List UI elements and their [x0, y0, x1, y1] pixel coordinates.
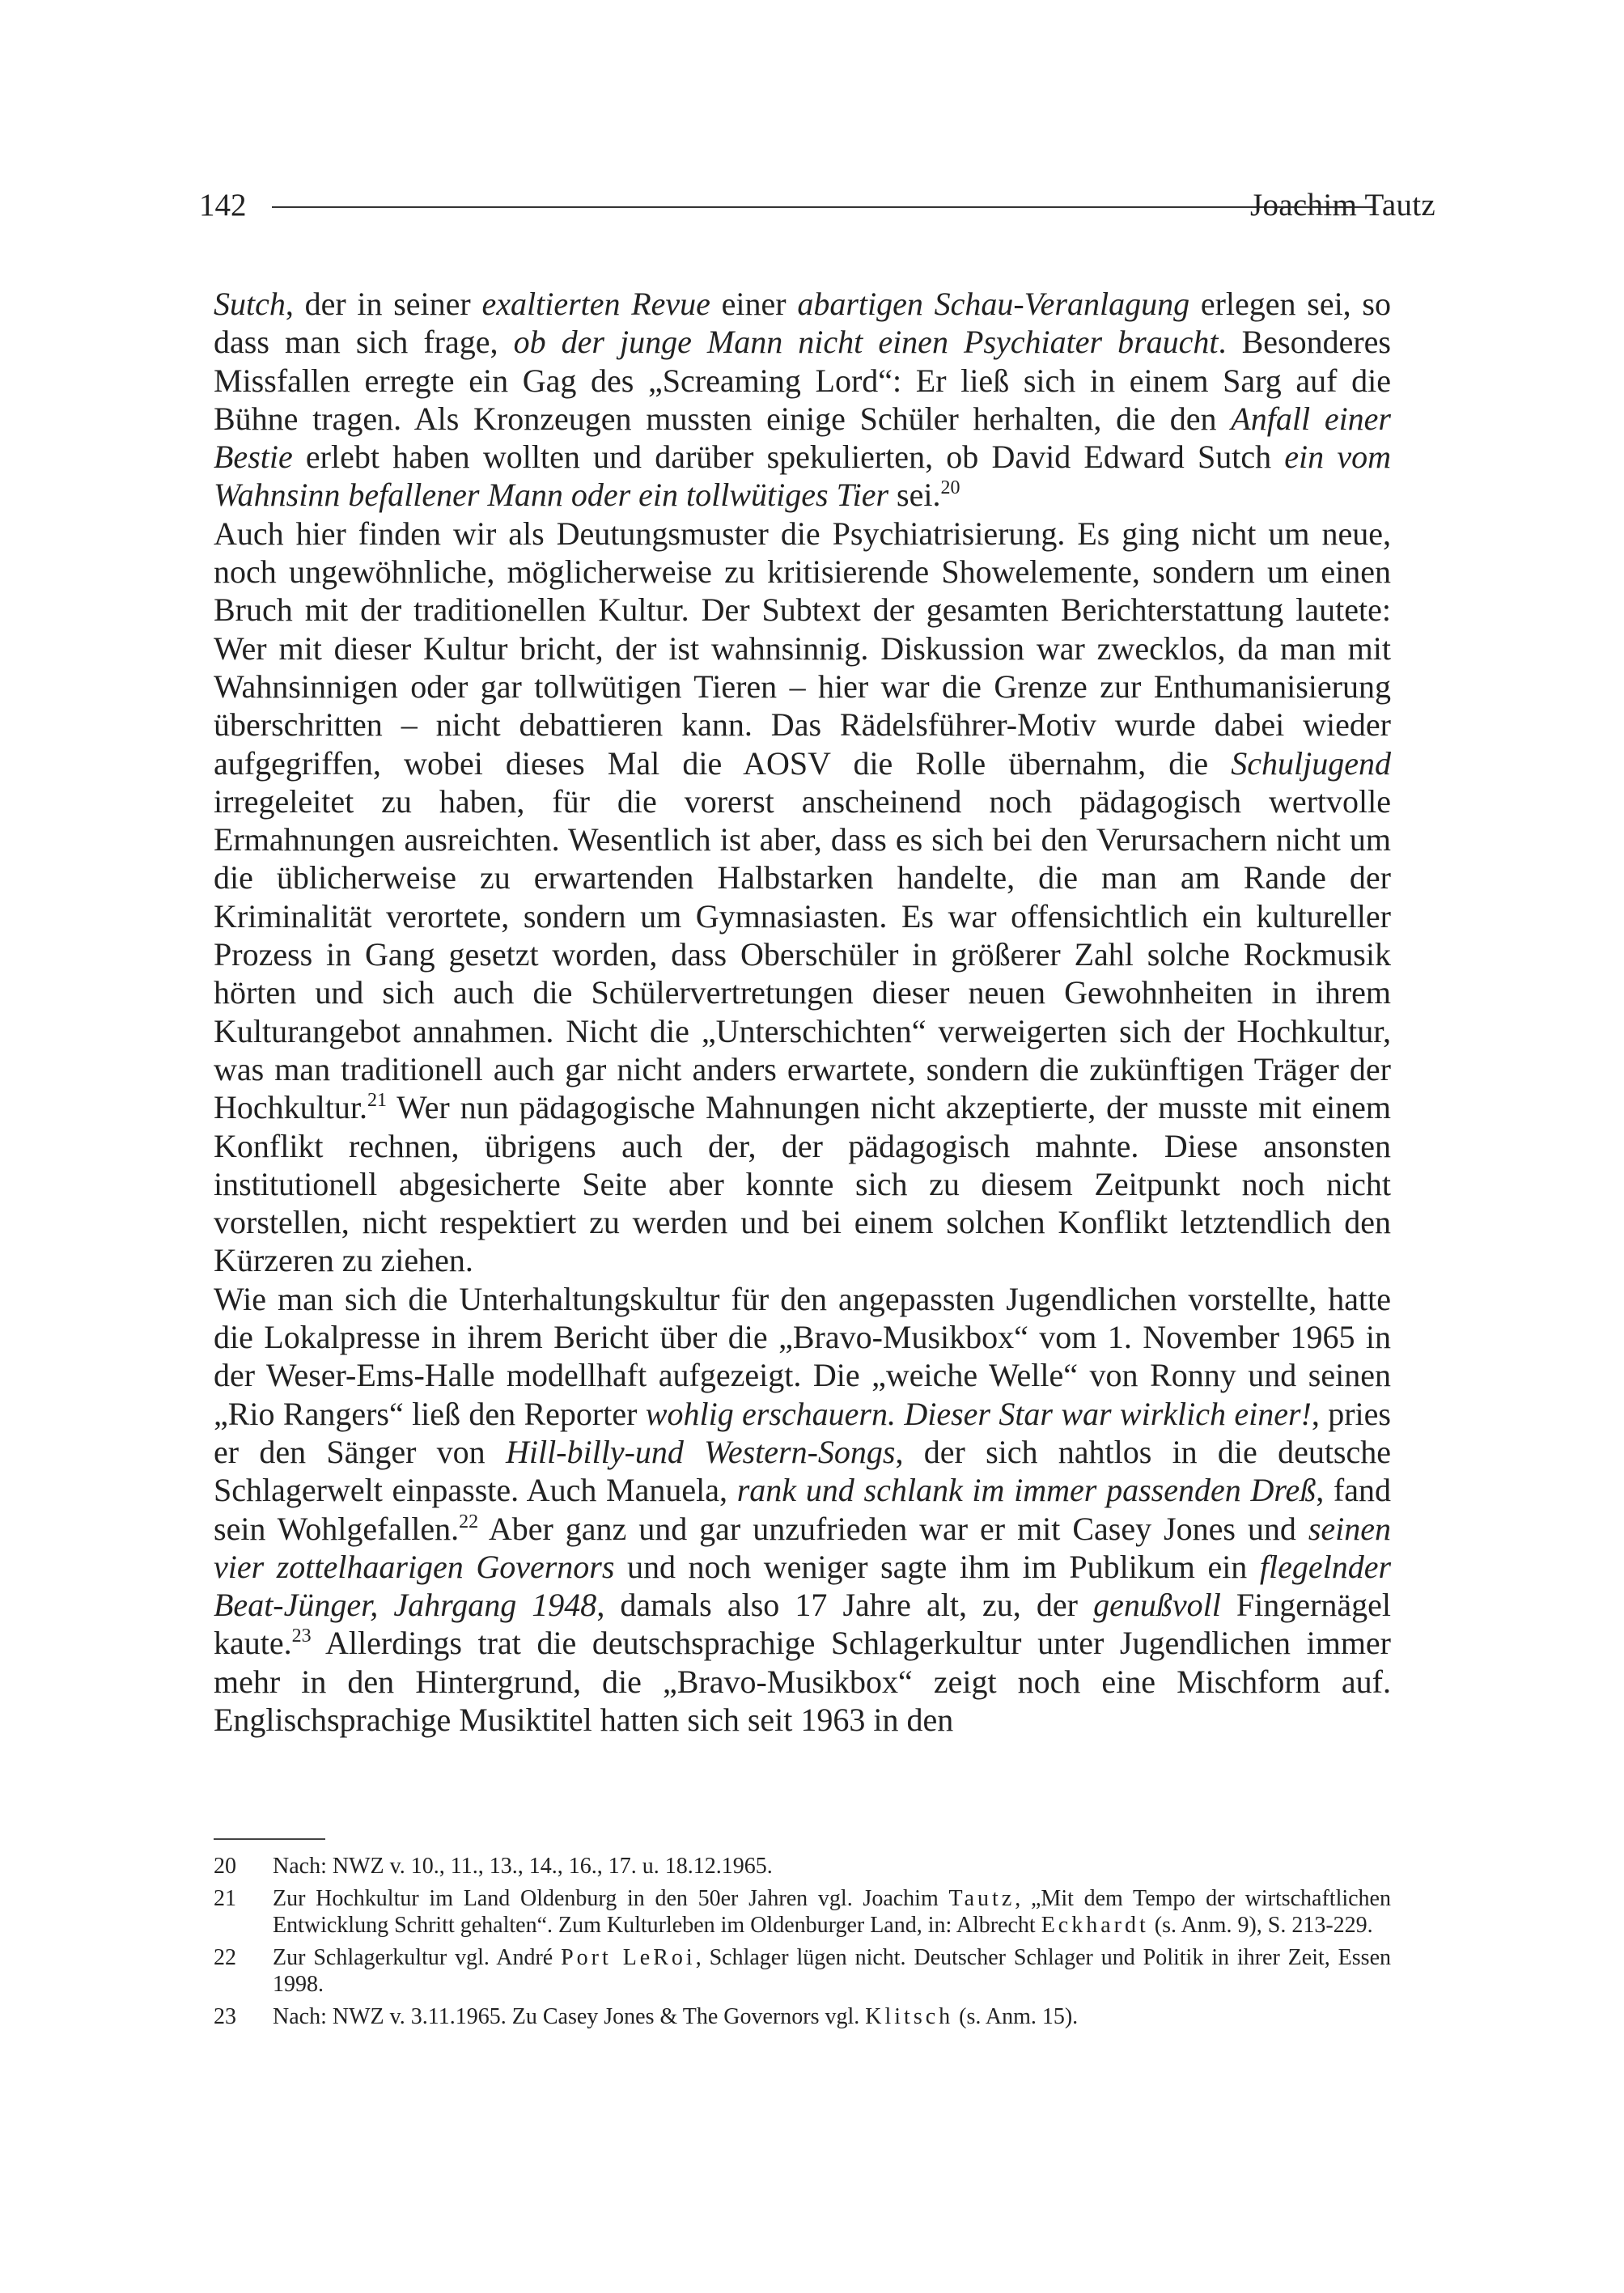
page-number: 142	[199, 188, 247, 223]
body-paragraph	[214, 515, 1391, 1280]
italic-text: seinen vier zottelhaarigen Governors	[214, 1510, 1392, 1585]
author-name: Port LeRoi	[561, 1945, 696, 1970]
italic-text: Anfall einer Bestie	[214, 400, 1392, 476]
footnote-number: 23	[214, 2004, 236, 2029]
text-run: , der sich nahtlos in die deutsche Schlagerwelt einpasste. Auch Manuela,	[214, 1433, 1392, 1509]
author-name: Klitsch	[865, 2004, 954, 2029]
author-name: Eckhardt	[1041, 1913, 1149, 1938]
text-run: erlegen sei, so dass man sich frage,	[214, 286, 1391, 361]
text-run: , Schlager lügen nicht. Deutscher Schlager und Politik in ihrer Zeit, Essen 1998.	[273, 1945, 1391, 1997]
page-header	[199, 183, 1435, 228]
text-run: Wie man sich die Unterhaltungskultur für den angepassten Jugendlichen vorstellte, hatte die Lokalpresse in ihrem Bericht über die „Bravo-Musikbox“ vom 1. November 1965 in der Weser-Ems-Halle modellhaft aufgezeigt. Die „weiche Welle“ von Ronny und seinen „Rio Rangers“ ließ den Reporter	[214, 1280, 1391, 1432]
footnote	[214, 1885, 1391, 1939]
footnote-ref: 23	[291, 1625, 312, 1647]
italic-text: Hill-billy-und Western-Songs	[505, 1433, 896, 1470]
italic-text: exaltierten Revue	[481, 286, 710, 322]
text-run: irregeleitet zu haben, für die vorerst anscheinend noch pädagogisch wertvolle Ermahnungen ausreichten. Wesentlich ist aber, dass es sich bei den Verursachern nicht um die üblicherweise zu erwartenden Halbstarken handelte, die man am Rande der Kriminalität verortete, sondern um Gymnasiasten. Es war offensichtlich ein kultureller Prozess in Gang gesetzt worden, dass Oberschüler in größerer Zahl solche Rockmusik hörten und sich auch die Schülervertretungen dieser neuen Gewohnheiten in ihrem Kulturangebot annahmen. Nicht die „Unterschichten“ verweigerten sich der Hochkultur, was man traditionell auch gar nicht anders erwartete, sondern die zukünftigen Träger der Hochkultur.	[214, 782, 1391, 1126]
text-run: , fand sein Wohlgefallen.	[214, 1472, 1392, 1547]
footnote	[214, 1944, 1391, 1998]
footnote-ref: 21	[367, 1090, 387, 1112]
body-paragraph	[214, 1280, 1391, 1740]
header-rule	[272, 206, 1375, 208]
body-text	[214, 285, 1391, 1739]
footnote-number: 21	[214, 1886, 236, 1911]
text-run: und noch weniger sagte ihm im Publikum ein	[614, 1548, 1260, 1585]
footnote-number: 22	[214, 1945, 236, 1970]
text-run: Fingernägel kaute.	[214, 1587, 1391, 1662]
footnote	[214, 1853, 1391, 1880]
italic-text: Sutch	[214, 286, 286, 322]
text-run: , damals also 17 Jahre alt, zu, der	[596, 1587, 1094, 1624]
italic-text: ein vom Wahnsinn befallener Mann oder ein tollwütiges Tier	[214, 439, 1391, 514]
text-run: , pries er den Sänger von	[214, 1395, 1391, 1470]
text-run: einer	[710, 286, 798, 322]
footnote	[214, 2003, 1391, 2030]
body-paragraph	[214, 285, 1391, 515]
text-run: Allerdings trat die deutschsprachige Schlagerkultur unter Jugendlichen immer mehr in den Hintergrund, die „Bravo-Musikbox“ zeigt noch eine Mischform auf. Englischsprachige Musiktitel hatten sich seit 1963 in den	[214, 1625, 1391, 1738]
text-run: , der in seiner	[285, 286, 482, 322]
text-run: sei.	[888, 477, 941, 514]
text-run: Wer nun pädagogische Mahnungen nicht akzeptierte, der musste mit einem Konflikt rechnen, übrigens auch der, der pädagogisch mahnte. Diese ansonsten institutionell abgesicherte Seite aber konnte sich zu diesem Zeitpunkt noch nicht vorstellen, nicht respektiert zu werden und bei einem solchen Konflikt letztendlich den Kürzeren zu ziehen.	[214, 1089, 1391, 1279]
italic-text: genußvoll	[1093, 1587, 1221, 1624]
text-run: Nach: NWZ v. 3.11.1965. Zu Casey Jones & The Governors vgl.	[273, 2004, 866, 2029]
footnote-divider	[214, 1838, 325, 1840]
italic-text: ob der junge Mann nicht einen Psychiater braucht	[513, 324, 1219, 361]
italic-text: abartigen Schau-Veranlagung	[797, 286, 1190, 322]
italic-text: Schuljugend	[1231, 744, 1391, 782]
text-run: . Besonderes Missfallen erregte ein Gag des „Screaming Lord“: Er ließ sich in einem Sarg auf die Bühne tragen. Als Kronzeugen mussten einige Schüler herhalten, die den	[214, 324, 1391, 437]
text-run: erlebt haben wollten und darüber spekulierten, ob David Edward Sutch	[292, 439, 1285, 476]
author-name: Tautz	[948, 1886, 1016, 1911]
text-run: Nach: NWZ v. 10., 11., 13., 14., 16., 17. u. 18.12.1965.	[273, 1854, 773, 1879]
text-run: Zur Schlagerkultur vgl. André	[273, 1945, 562, 1970]
running-head: Joachim Tautz	[1250, 188, 1435, 223]
footnotes	[214, 1853, 1391, 2036]
italic-text: flegelnder Beat-Jünger, Jahrgang 1948	[214, 1548, 1392, 1624]
text-run: (s. Anm. 15).	[953, 2004, 1079, 2029]
italic-text: rank und schlank im immer passenden Dreß	[736, 1472, 1317, 1509]
text-run: Auch hier finden wir als Deutungsmuster die Psychiatrisierung. Es ging nicht um neue, noch ungewöhnliche, möglicherweise zu kritisierende Showelemente, sondern um einen Bruch mit der traditionellen Kultur. Der Subtext der gesamten Berichterstattung lautete: Wer mit dieser Kultur bricht, der ist wahnsinnig. Diskussion war zwecklos, da man mit Wahnsinnigen oder gar tollwütigen Tieren – hier war die Grenze zur Enthumanisierung überschritten – nicht debattieren kann. Das Rädelsführer-Motiv wurde dabei wieder aufgegriffen, wobei dieses Mal die AOSV die Rolle übernahm, die	[214, 515, 1391, 782]
text-run: Aber ganz und gar unzufrieden war er mit Casey Jones und	[478, 1510, 1308, 1547]
footnote-number: 20	[214, 1854, 236, 1879]
text-run: (s. Anm. 9), S. 213-229.	[1148, 1913, 1373, 1938]
text-run: Zur Hochkultur im Land Oldenburg in den 50er Jahren vgl. Joachim	[273, 1886, 949, 1911]
footnote-ref: 22	[459, 1511, 479, 1532]
italic-text: wohlig erschauern. Dieser Star war wirklich einer!	[645, 1395, 1312, 1432]
text-run: , „Mit dem Tempo der wirtschaftlichen Entwicklung Schritt gehalten“. Zum Kulturleben im Oldenburger Land, in: Albrecht	[273, 1886, 1391, 1938]
footnote-ref: 20	[940, 477, 960, 499]
